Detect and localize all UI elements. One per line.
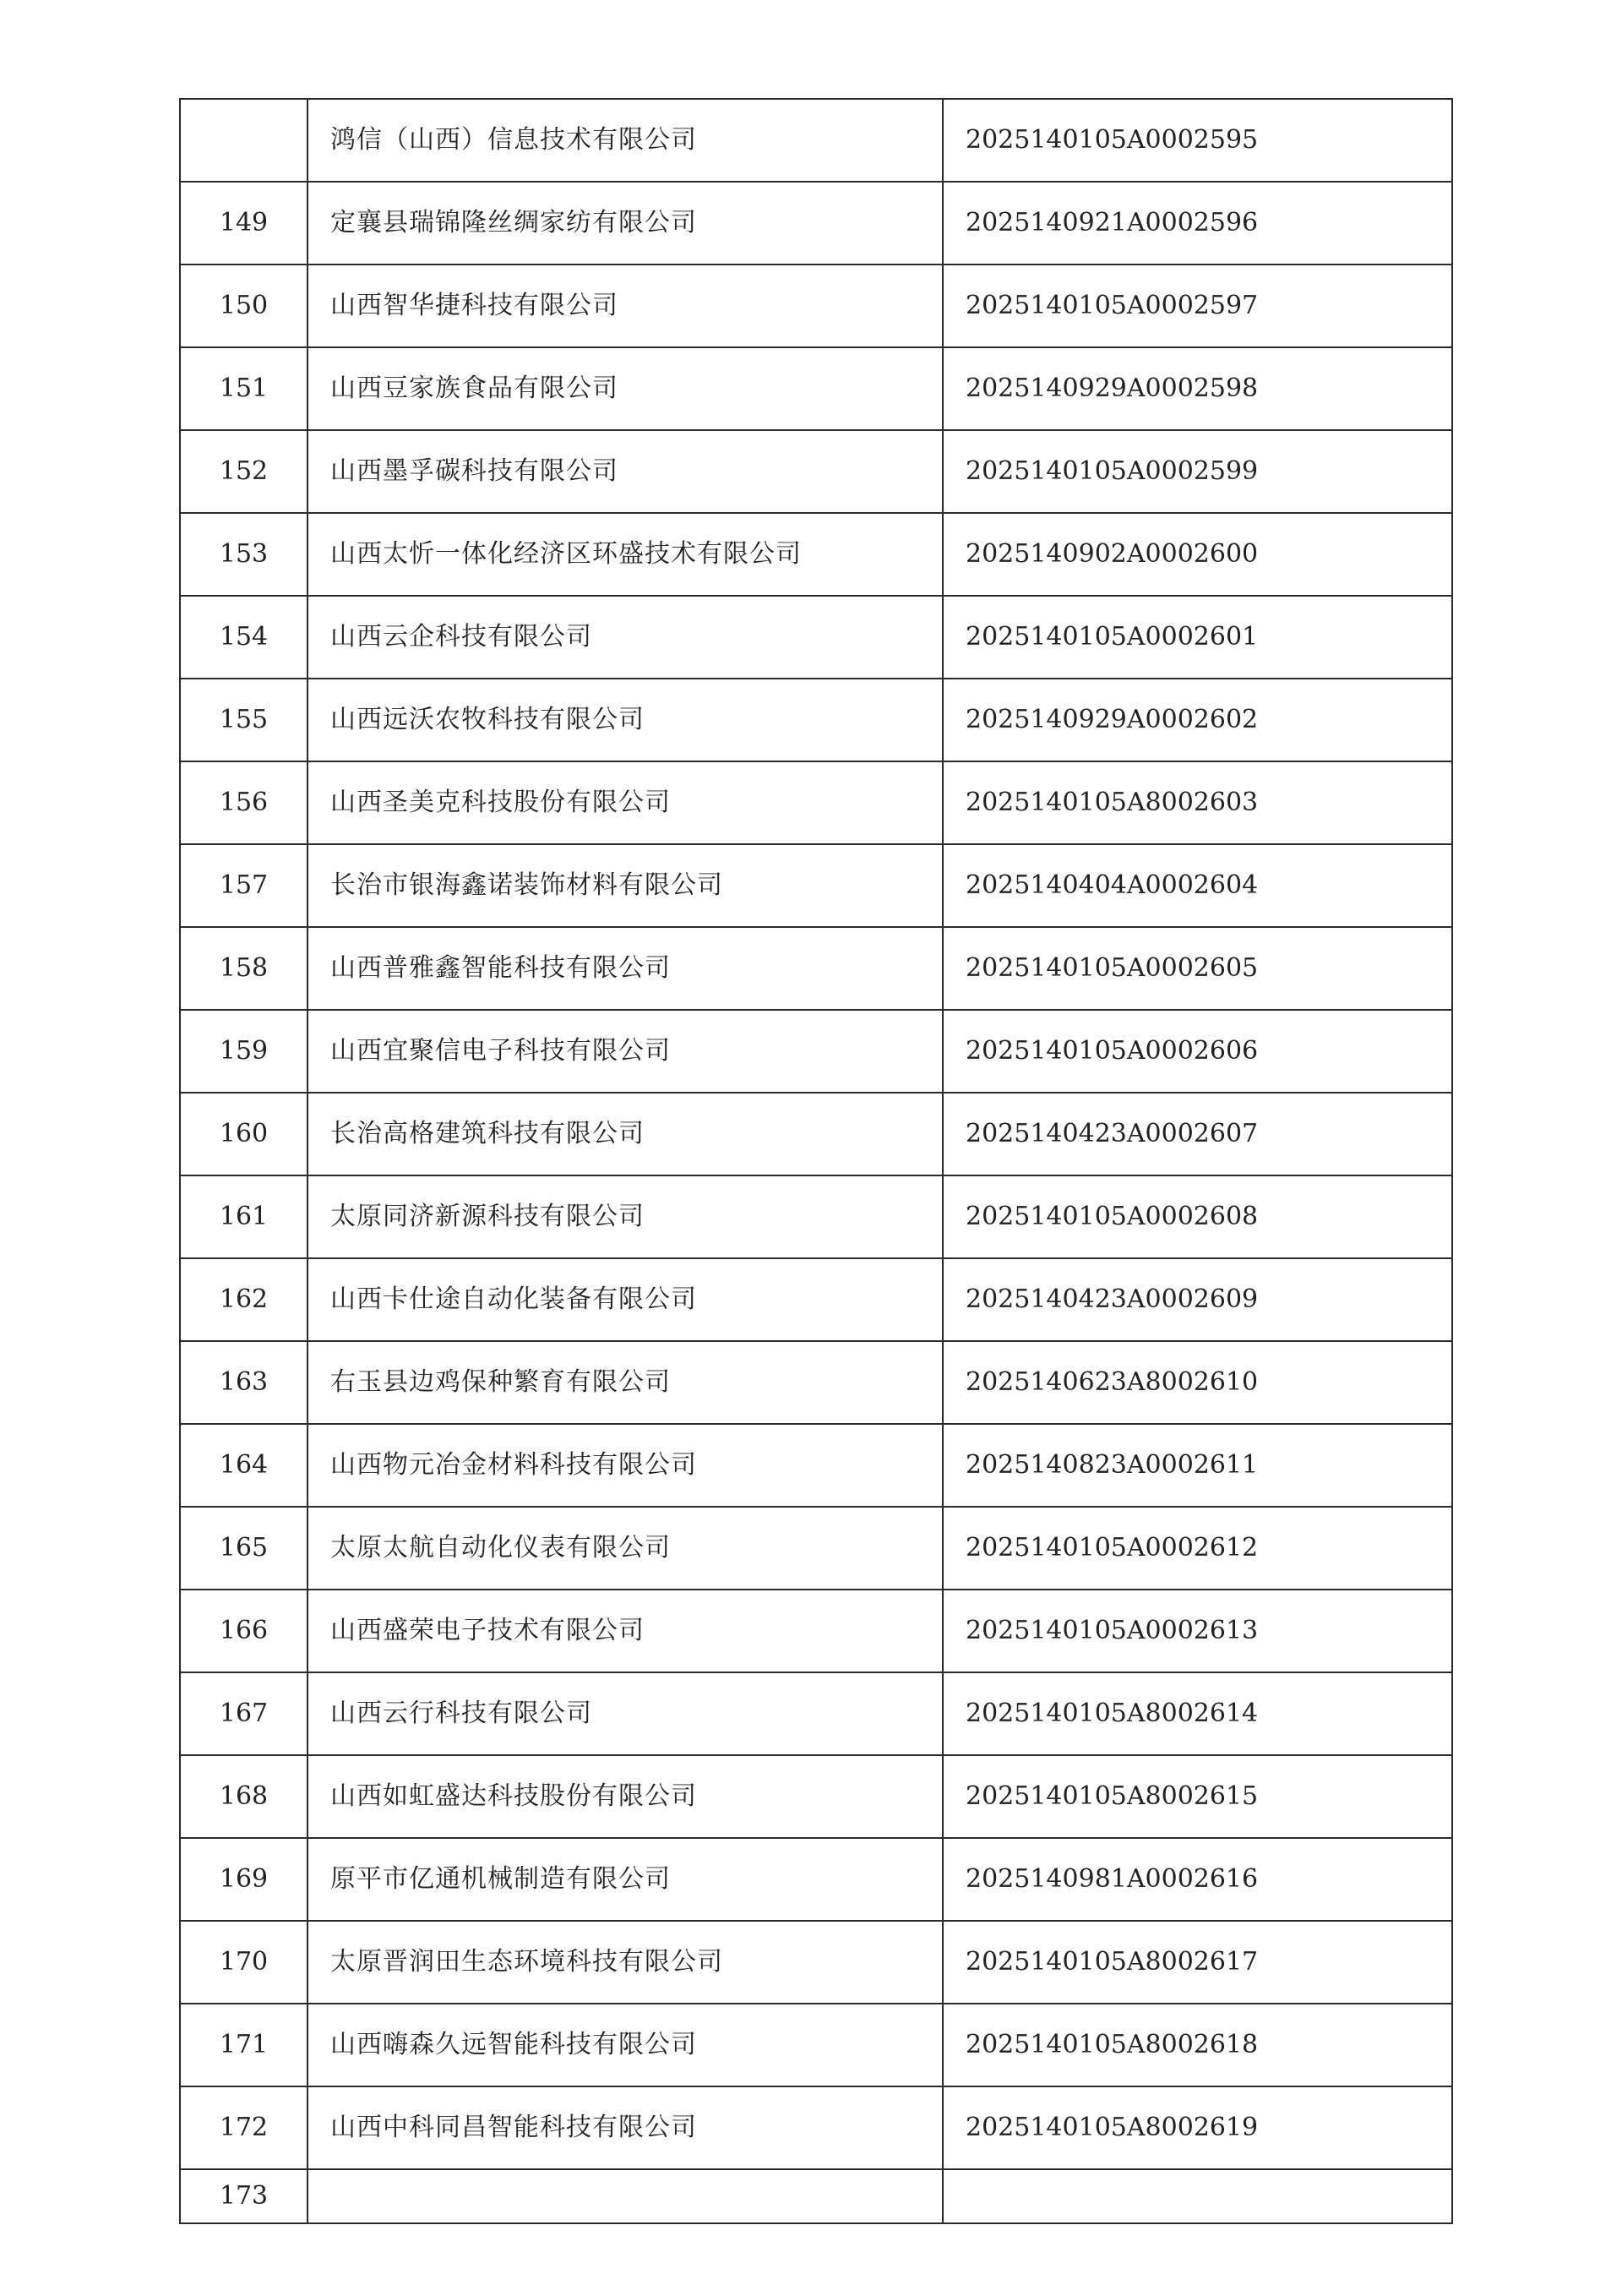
- registration-code: 2025140105A0002612: [943, 1507, 1452, 1590]
- company-name: 山西智华捷科技有限公司: [308, 265, 943, 347]
- table-row: [180, 182, 1452, 265]
- row-number: 163: [180, 1341, 308, 1424]
- company-registry-table: [179, 98, 1453, 2224]
- row-number: 162: [180, 1258, 308, 1341]
- company-name: 山西盛荣电子技术有限公司: [308, 1590, 943, 1672]
- company-name: 鸿信（山西）信息技术有限公司: [308, 99, 943, 182]
- row-number: 169: [180, 1838, 308, 1921]
- table-row: [180, 2004, 1452, 2086]
- registration-code: 2025140981A0002616: [943, 1838, 1452, 1921]
- company-name: 山西墨孚碳科技有限公司: [308, 430, 943, 513]
- registration-code: 2025140921A0002596: [943, 182, 1452, 265]
- table-row: [180, 596, 1452, 679]
- table-row: [180, 1258, 1452, 1341]
- company-name: 山西太忻一体化经济区环盛技术有限公司: [308, 513, 943, 596]
- registration-code: 2025140105A0002605: [943, 927, 1452, 1010]
- table-row: [180, 347, 1452, 430]
- row-number: 165: [180, 1507, 308, 1590]
- row-number: 156: [180, 761, 308, 844]
- row-number: 168: [180, 1755, 308, 1838]
- registration-code: 2025140423A0002607: [943, 1093, 1452, 1175]
- table-row: [180, 513, 1452, 596]
- company-name: 山西远沃农牧科技有限公司: [308, 679, 943, 761]
- row-number: 155: [180, 679, 308, 761]
- registration-code: 2025140929A0002598: [943, 347, 1452, 430]
- row-number: 150: [180, 265, 308, 347]
- table-row: [180, 99, 1452, 182]
- table-row: [180, 761, 1452, 844]
- table-row: [180, 1921, 1452, 2004]
- company-name: 定襄县瑞锦隆丝绸家纺有限公司: [308, 182, 943, 265]
- table-row: [180, 2086, 1452, 2169]
- table-row: [180, 430, 1452, 513]
- company-name: 长治高格建筑科技有限公司: [308, 1093, 943, 1175]
- registration-code: 2025140105A0002599: [943, 430, 1452, 513]
- registration-code: 2025140902A0002600: [943, 513, 1452, 596]
- table-row: [180, 1341, 1452, 1424]
- row-number: 149: [180, 182, 308, 265]
- row-number: 170: [180, 1921, 308, 2004]
- company-name: 山西普雅鑫智能科技有限公司: [308, 927, 943, 1010]
- row-number: 154: [180, 596, 308, 679]
- company-name: 太原同济新源科技有限公司: [308, 1175, 943, 1258]
- registration-code: 2025140105A0002613: [943, 1590, 1452, 1672]
- row-number: 152: [180, 430, 308, 513]
- table-row: [180, 1755, 1452, 1838]
- company-name: 太原晋润田生态环境科技有限公司: [308, 1921, 943, 2004]
- company-name: 山西嗨森久远智能科技有限公司: [308, 2004, 943, 2086]
- company-name: 山西云企科技有限公司: [308, 596, 943, 679]
- table-row: [180, 2169, 1452, 2223]
- row-number: 172: [180, 2086, 308, 2169]
- registration-code: 2025140623A8002610: [943, 1341, 1452, 1424]
- registration-code: 2025140929A0002602: [943, 679, 1452, 761]
- company-name: 右玉县边鸡保种繁育有限公司: [308, 1341, 943, 1424]
- row-number: 164: [180, 1424, 308, 1507]
- table-row: [180, 1672, 1452, 1755]
- table-row: [180, 1838, 1452, 1921]
- registration-code: 2025140105A8002619: [943, 2086, 1452, 2169]
- registration-code: 2025140105A8002618: [943, 2004, 1452, 2086]
- company-name: 山西如虹盛达科技股份有限公司: [308, 1755, 943, 1838]
- row-number: 173: [180, 2169, 308, 2223]
- company-name: 山西中科同昌智能科技有限公司: [308, 2086, 943, 2169]
- row-number: 161: [180, 1175, 308, 1258]
- table-body: [180, 99, 1452, 2223]
- table-row: [180, 927, 1452, 1010]
- row-number: 166: [180, 1590, 308, 1672]
- company-name: 山西云行科技有限公司: [308, 1672, 943, 1755]
- row-number: 160: [180, 1093, 308, 1175]
- registration-code: 2025140423A0002609: [943, 1258, 1452, 1341]
- registration-code: 2025140105A0002608: [943, 1175, 1452, 1258]
- row-number: 153: [180, 513, 308, 596]
- registration-code: 2025140823A0002611: [943, 1424, 1452, 1507]
- company-name: 长治市银海鑫诺装饰材料有限公司: [308, 844, 943, 927]
- registration-code: 2025140105A0002597: [943, 265, 1452, 347]
- registration-code: 2025140105A8002603: [943, 761, 1452, 844]
- row-number: 151: [180, 347, 308, 430]
- registration-code: 2025140105A0002601: [943, 596, 1452, 679]
- company-name: 太原太航自动化仪表有限公司: [308, 1507, 943, 1590]
- table-row: [180, 1175, 1452, 1258]
- company-name: 山西卡仕途自动化装备有限公司: [308, 1258, 943, 1341]
- registration-code: 2025140105A8002615: [943, 1755, 1452, 1838]
- row-number: 158: [180, 927, 308, 1010]
- table-row: [180, 1590, 1452, 1672]
- company-name: 山西宜聚信电子科技有限公司: [308, 1010, 943, 1093]
- registration-code: 2025140105A0002595: [943, 99, 1452, 182]
- table-row: [180, 1093, 1452, 1175]
- registration-code: 2025140105A0002606: [943, 1010, 1452, 1093]
- company-name: 山西圣美克科技股份有限公司: [308, 761, 943, 844]
- company-name: 山西豆家族食品有限公司: [308, 347, 943, 430]
- registration-code: 2025140404A0002604: [943, 844, 1452, 927]
- registration-code: [943, 2169, 1452, 2223]
- table-row: [180, 1424, 1452, 1507]
- table-row: [180, 1507, 1452, 1590]
- row-number: 167: [180, 1672, 308, 1755]
- row-number: 157: [180, 844, 308, 927]
- row-number: 171: [180, 2004, 308, 2086]
- company-name: 山西物元冶金材料科技有限公司: [308, 1424, 943, 1507]
- table-row: [180, 265, 1452, 347]
- registration-code: 2025140105A8002617: [943, 1921, 1452, 2004]
- row-number: [180, 99, 308, 182]
- table-row: [180, 1010, 1452, 1093]
- company-name: [308, 2169, 943, 2223]
- table-row: [180, 844, 1452, 927]
- registration-code: 2025140105A8002614: [943, 1672, 1452, 1755]
- table-row: [180, 679, 1452, 761]
- company-name: 原平市亿通机械制造有限公司: [308, 1838, 943, 1921]
- row-number: 159: [180, 1010, 308, 1093]
